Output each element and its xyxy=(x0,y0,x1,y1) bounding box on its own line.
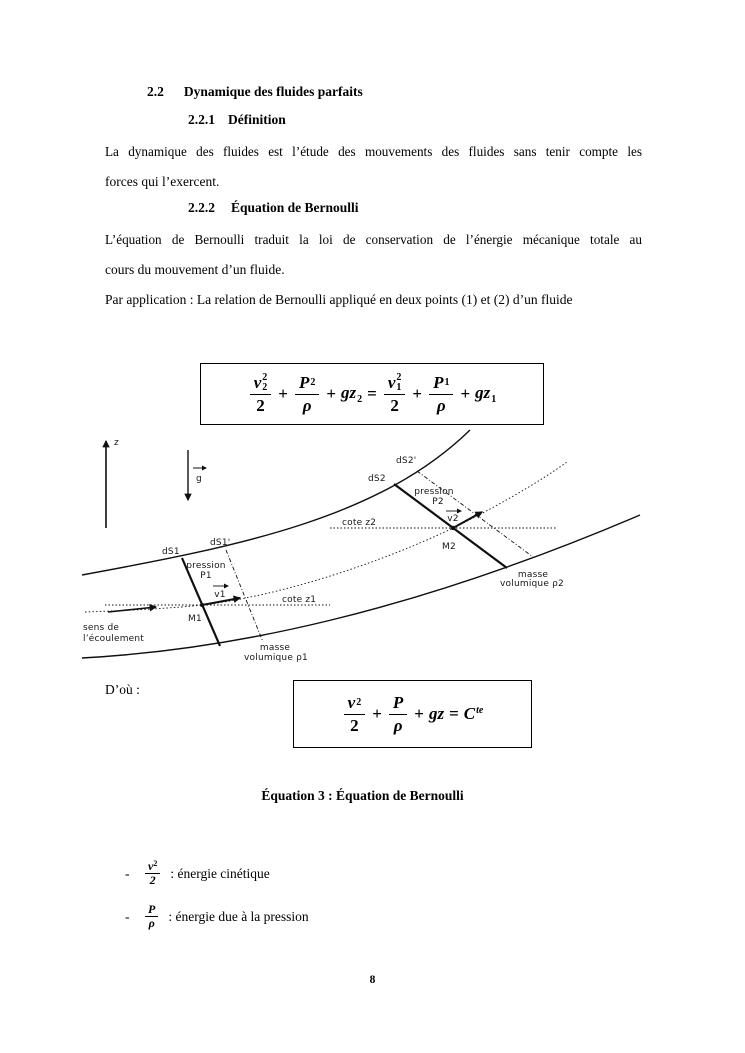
dou-text: D’où : xyxy=(105,682,140,697)
fraction-p1-over-rho: P 1 ρ xyxy=(429,373,453,414)
paragraph-bernoulli-line2: cours du mouvement d’un fluide. xyxy=(105,262,285,277)
section-title: Équation de Bernoulli xyxy=(231,200,359,215)
ds2-prime-label: dS2' xyxy=(396,456,417,466)
v2-label: v2 xyxy=(447,514,459,524)
equation-caption: Équation 3 : Équation de Bernoulli xyxy=(261,788,464,803)
section-heading-2-2-1 xyxy=(188,112,286,129)
plus-operator: + xyxy=(278,384,288,403)
plus-operator: + xyxy=(460,384,471,403)
section-number: 2.2 xyxy=(147,84,164,99)
bullet-dash: - xyxy=(125,865,130,881)
flow-direction-label-line1: sens de xyxy=(83,623,120,633)
masse-volumique-rho1-line2: volumique ρ1 xyxy=(244,653,308,663)
section-title: Dynamique des fluides parfaits xyxy=(183,84,363,99)
section-heading-2-2 xyxy=(147,84,363,101)
section-ds1-prime-line xyxy=(226,550,263,642)
pression-p2-label-line1: pression xyxy=(414,487,454,497)
paragraph-definition-line2: forces qui l’exercent. xyxy=(105,174,220,189)
cote-z1-label: cote z1 xyxy=(282,595,317,605)
fraction-p-over-rho: $\frac{P}{\rho}$ xyxy=(389,693,407,734)
plus-operator: + xyxy=(414,704,424,723)
ds1-prime-label: dS1' xyxy=(210,538,231,548)
plus-operator: + xyxy=(412,384,423,403)
term-gz1: $gz_1$ xyxy=(475,383,497,405)
bernoulli-two-points-equation xyxy=(200,363,544,425)
m2-label: M2 xyxy=(442,542,456,552)
bullet-text: : énergie due à la pression xyxy=(168,908,309,924)
masse-volumique-rho2-line1: masse xyxy=(517,570,549,580)
paragraph-definition-line1: La dynamique des fluides est l’étude des mouvements des fluides sans tenir compte les xyxy=(105,144,642,159)
paragraph-application: Par application : La relation de Bernoulli appliqué en deux points (1) et (2) d’un fluide xyxy=(105,292,573,307)
cote-z2-label: cote z2 xyxy=(342,518,377,528)
ds2-label: dS2 xyxy=(368,474,386,484)
pression-p1-label-line1: pression xyxy=(186,561,226,571)
bullet-energie-cinetique xyxy=(125,860,270,887)
term-gz2: $gz_2$ xyxy=(341,383,363,405)
bullet-fraction-p-over-rho: P ρ xyxy=(145,903,158,930)
bullet-dash: - xyxy=(125,908,130,924)
equals-operator: = xyxy=(449,704,459,723)
section-title: Définition xyxy=(228,112,286,127)
section-number: 2.2.1 xyxy=(188,112,215,127)
plus-operator: + xyxy=(326,384,337,403)
section-heading-2-2-2 xyxy=(188,200,359,217)
fraction-v-squared-over-2: v 2 2 xyxy=(344,693,366,734)
bullet-text: : énergie cinétique xyxy=(170,865,270,881)
term-gz: gz xyxy=(428,704,445,723)
z-axis-label: z xyxy=(114,438,119,448)
bullet-fraction-v2-over-2: $v^2$ 2 xyxy=(145,860,160,887)
v1-label: v1 xyxy=(214,590,226,600)
page-number: 8 xyxy=(369,974,376,986)
bullet-energie-pression xyxy=(125,903,309,930)
constant-term: $C^{te}$ xyxy=(463,704,484,723)
stream-tube-diagram xyxy=(80,428,650,670)
bernoulli-general-equation xyxy=(293,680,532,748)
plus-operator: + xyxy=(372,704,382,723)
m1-label: M1 xyxy=(188,614,202,624)
upper-tube-boundary xyxy=(82,430,470,575)
pression-p2-label-line2: P2 xyxy=(432,497,444,507)
ds1-label: dS1 xyxy=(162,547,180,557)
fraction-p2-over-rho: P 2 ρ xyxy=(295,373,319,414)
pression-p1-label-line2: P1 xyxy=(200,571,212,581)
masse-volumique-rho2-line2: volumique ρ2 xyxy=(500,579,564,589)
masse-volumique-rho1-line1: masse xyxy=(259,643,291,653)
paragraph-bernoulli-line1: L’équation de Bernoulli traduit la loi de conservation de l’énergie mécanique totale au xyxy=(105,232,642,247)
section-number: 2.2.2 xyxy=(188,200,215,215)
fraction-v2-squared-over-2: v 2 2 2 xyxy=(250,373,272,414)
equals-operator: = xyxy=(367,384,377,403)
gravity-label: g xyxy=(196,474,202,484)
streamline-dotted xyxy=(85,462,567,612)
fraction-v1-squared-over-2: v 2 1 2 xyxy=(384,373,406,414)
flow-direction-label-line2: l’écoulement xyxy=(83,634,145,644)
